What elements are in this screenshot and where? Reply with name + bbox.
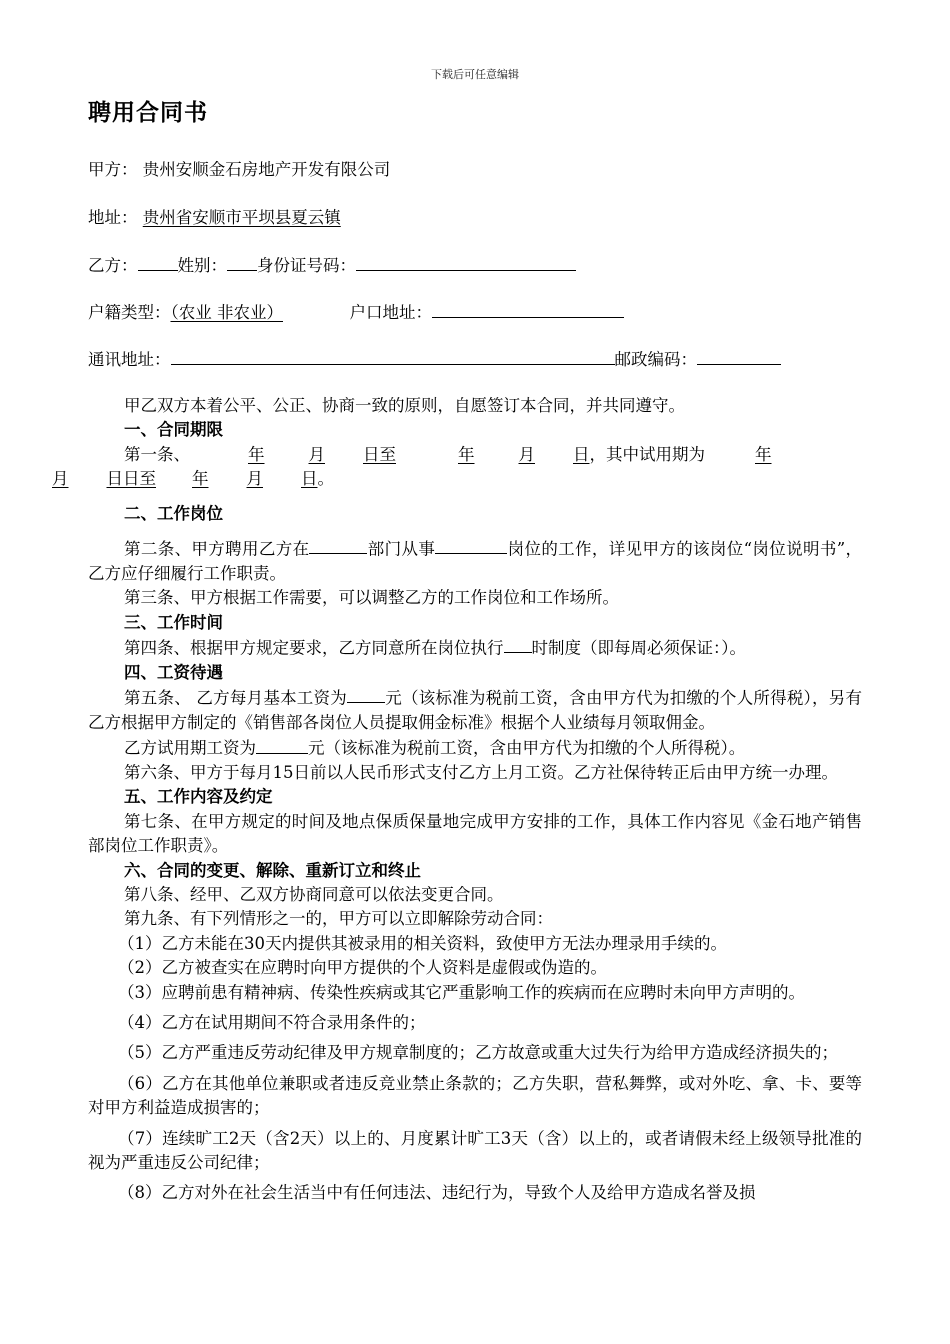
household-type-label: 户籍类型： xyxy=(88,303,171,322)
postal-code-label: 邮政编码： xyxy=(614,350,697,369)
contract-body xyxy=(52,394,863,1206)
address-value: 贵州省安顺市平坝县夏云镇 xyxy=(142,208,341,227)
party-a-value: 贵州安顺金石房地产开发有限公司 xyxy=(142,160,391,179)
article-9: 第九条、有下列情形之一的，甲方可以立即解除劳动合同： xyxy=(124,909,553,929)
section-3-heading: 三、工作时间 xyxy=(124,612,223,632)
list-item-6: （6）乙方在其他单位兼职或者违反竞业禁止条款的；乙方失职，营私舞弊，或对外吃、拿、卡、要等对甲方利益造成损害的； xyxy=(88,1073,862,1118)
household-address-blank[interactable] xyxy=(432,300,624,318)
list-item-1: （1）乙方未能在30天内提供其被录用的相关资料，致使甲方无法办理录用手续的。 xyxy=(118,933,727,953)
article-5: 第五条、 乙方每月基本工资为 元（该标准为税前工资，含由甲方代为扣缴的个人所得税），另有乙方根据甲方制定的《销售部各岗位人员提取佣金标准》根据个人业绩每月领取佣金。 xyxy=(88,685,862,735)
section-2-heading: 二、工作岗位 xyxy=(124,503,223,523)
article-3: 第三条、甲方根据工作需要，可以调整乙方的工作岗位和工作场所。 xyxy=(124,588,619,608)
id-number-blank[interactable] xyxy=(356,253,576,271)
list-item-7: （7）连续旷工2天（含2天）以上的、月度累计旷工3天（含）以上的，或者请假未经上级领导批准的视为严重违反公司纪律； xyxy=(88,1128,862,1173)
list-item-8: （8）乙方对外在社会生活当中有任何违法、违纪行为，导致个人及给甲方造成名誉及损 xyxy=(118,1183,756,1203)
contact-address-label: 通讯地址： xyxy=(88,350,171,369)
section-4-heading: 四、工资待遇 xyxy=(124,662,223,682)
party-b-name-blank[interactable] xyxy=(138,253,178,271)
intro-paragraph: 甲乙双方本着公平、公正、协商一致的原则，自愿签订本合同，并共同遵守。 xyxy=(124,396,685,415)
section-6-heading: 六、合同的变更、解除、重新订立和终止 xyxy=(124,860,421,880)
party-a-label: 甲方： xyxy=(88,160,138,179)
contact-address-blank[interactable] xyxy=(171,347,615,365)
contact-line xyxy=(88,346,781,370)
postal-code-blank[interactable] xyxy=(697,347,781,365)
article-2: 第二条、甲方聘用乙方在 部门从事 岗位的工作，详见甲方的该岗位“岗位说明书”，乙方应仔细履行工作职责。 xyxy=(88,536,862,586)
section-1-heading: 一、合同期限 xyxy=(124,420,223,440)
party-b-line xyxy=(88,252,576,276)
document-title: 聘用合同书 xyxy=(88,100,208,126)
article-8: 第八条、经甲、乙双方协商同意可以依法变更合同。 xyxy=(124,884,504,904)
party-a-line xyxy=(88,156,390,180)
address-line xyxy=(88,204,341,228)
article-6: 第六条、甲方于每月15日前以人民币形式支付乙方上月工资。乙方社保待转正后由甲方统一办理。 xyxy=(124,762,838,782)
household-address-label: 户口地址： xyxy=(349,303,432,322)
trial-salary-blank[interactable] xyxy=(256,735,308,753)
section-5-heading: 五、工作内容及约定 xyxy=(124,787,273,807)
department-blank[interactable] xyxy=(309,536,367,554)
id-number-label: 身份证号码： xyxy=(257,256,356,275)
list-item-3: （3）应聘前患有精神病、传染性疾病或其它严重影响工作的疾病而在应聘时未向甲方声明的。 xyxy=(118,982,805,1002)
address-label: 地址： xyxy=(88,208,138,227)
article-4: 第四条、根据甲方规定要求，乙方同意所在岗位执行 时制度（即每周必须保证：）。 xyxy=(88,635,862,661)
article-7: 第七条、在甲方规定的时间及地点保质保量地完成甲方安排的工作，具体工作内容见《金石地产销售部岗位工作职责》。 xyxy=(88,811,862,856)
gender-label: 姓别： xyxy=(177,256,227,275)
position-blank[interactable] xyxy=(435,536,507,554)
household-type-value: （农业 非农业） xyxy=(170,303,283,322)
list-item-2: （2）乙方被查实在应聘时向甲方提供的个人资料是虚假或伪造的。 xyxy=(118,958,607,978)
trial-salary: 乙方试用期工资为 元（该标准为税前工资，含由甲方代为扣缴的个人所得税）。 xyxy=(88,735,862,761)
household-line xyxy=(88,299,624,323)
article-1: 第一条、 年 月 日至 年 月 日，其中试用期为 年 月 日日至 年 月 日。 xyxy=(52,444,772,489)
party-b-label: 乙方： xyxy=(88,256,138,275)
work-hours-blank[interactable] xyxy=(504,635,532,653)
list-item-4: （4）乙方在试用期间不符合录用条件的； xyxy=(118,1013,426,1032)
base-salary-blank[interactable] xyxy=(347,685,385,703)
gender-blank[interactable] xyxy=(227,253,257,271)
header-note: 下载后可任意编辑 xyxy=(431,68,519,81)
list-item-5: （5）乙方严重违反劳动纪律及甲方规章制度的；乙方故意或重大过失行为给甲方造成经济损失的； xyxy=(118,1043,838,1063)
